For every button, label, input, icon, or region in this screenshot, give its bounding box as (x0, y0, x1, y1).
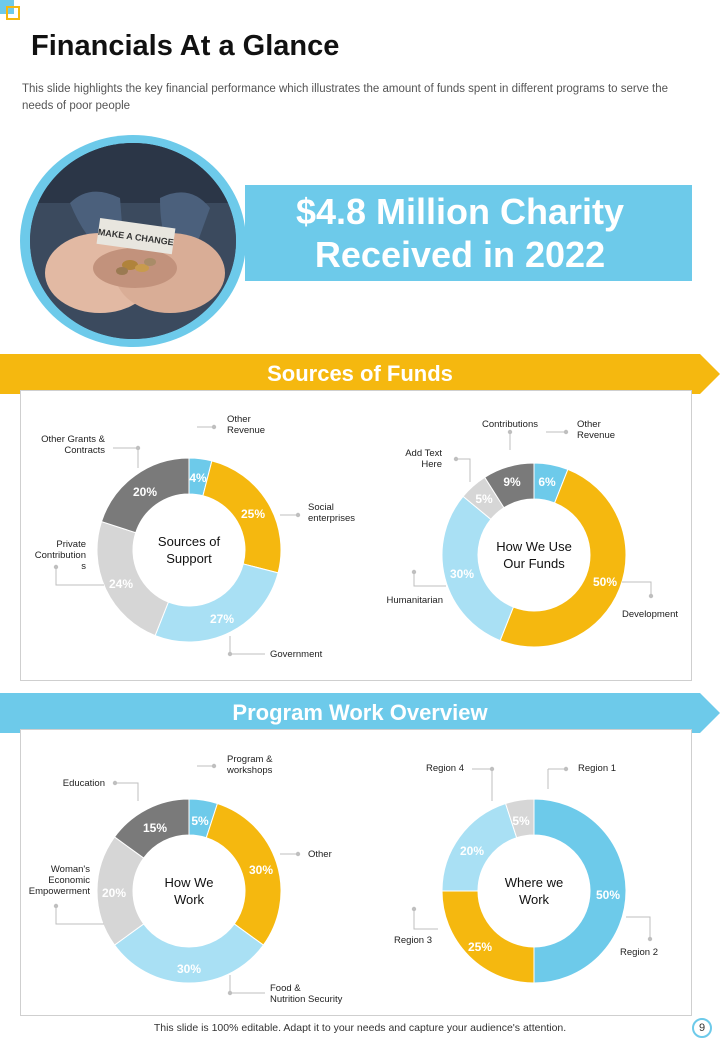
slice-category-label: Development (622, 609, 678, 620)
callout-dot (54, 565, 58, 569)
slice-percent-label: 15% (142, 821, 168, 835)
callout-line (230, 975, 265, 993)
donut-center-label: How We (164, 875, 214, 890)
banner-line-1: $4.8 Million Charity (295, 191, 625, 232)
slice-percent-label: 25% (240, 507, 266, 521)
slice-category-label: Revenue (227, 425, 266, 436)
slice-category-label: Region 3 (393, 935, 432, 946)
slice-category-label: Program & (227, 754, 273, 765)
callout-dot (412, 570, 416, 574)
slice-category-label: Region 1 (578, 763, 617, 774)
donut-where-we-work (360, 729, 720, 1016)
slice-category-label: Revenue (577, 430, 616, 441)
callout-line (113, 448, 138, 468)
donut-sources-of-support (0, 390, 360, 681)
callout-line (56, 567, 104, 585)
slice-category-label: Contracts (64, 445, 105, 456)
corner-accent-outline (6, 6, 20, 20)
hands-illustration (30, 143, 236, 339)
callout-dot (113, 781, 117, 785)
callout-line (414, 909, 438, 929)
slice-percent-label: 20% (132, 485, 158, 499)
callout-line (622, 582, 651, 596)
slice-percent-label: 20% (459, 844, 485, 858)
slice-percent-label: 20% (101, 886, 127, 900)
slice-category-label: Economic (48, 875, 90, 886)
slice-category-label: Other Grants & (41, 434, 105, 445)
donut-center-label: Our Funds (503, 556, 565, 571)
slice-percent-label: 50% (592, 575, 618, 589)
callout-dot (228, 991, 232, 995)
slice-category-label: Region 2 (619, 947, 658, 958)
slice-category-label: Here (421, 459, 442, 470)
slice-category-label: Education (62, 778, 105, 789)
slice-category-label: Region 4 (425, 763, 464, 774)
slice-percent-label: 30% (449, 567, 475, 581)
slice-percent-label: 27% (209, 612, 235, 626)
callout-dot (564, 767, 568, 771)
section-header-program (0, 693, 720, 733)
callout-line (414, 572, 446, 586)
donut-center-label: Sources of (157, 534, 221, 549)
callout-dot (648, 937, 652, 941)
slice-category-label: Woman's (50, 864, 90, 875)
slice-category-label: Social (308, 502, 334, 513)
callout-line (548, 769, 566, 789)
slice-percent-label: 5% (512, 814, 530, 828)
slice-percent-label: 9% (503, 475, 521, 489)
section-title-program: Program Work Overview (232, 700, 488, 725)
slice-category-label: Contributions (482, 419, 538, 430)
slice-percent-label: 6% (538, 475, 556, 489)
callout-line (456, 459, 470, 482)
donut-center-label: Where we (504, 875, 564, 890)
page-subtitle: This slide highlights the key financial performance which illustrates the amount of funds spent in different programs to serve the needs of poor people (22, 83, 669, 112)
charity-banner-text (260, 190, 660, 276)
slice-percent-label: 24% (108, 577, 134, 591)
slice-percent-label: 30% (176, 962, 202, 976)
slice-category-label: Other (227, 414, 251, 425)
callout-dot (649, 594, 653, 598)
slice-category-label: Contribution (34, 550, 86, 561)
donut-center-label: Work (173, 892, 205, 907)
callout-dot (54, 904, 58, 908)
callout-line (115, 783, 138, 801)
callout-dot (508, 430, 512, 434)
slice-category-label: Empowerment (28, 886, 90, 897)
callout-dot (136, 446, 140, 450)
slice-percent-label: 4% (189, 471, 207, 485)
section-title-sources: Sources of Funds (267, 361, 453, 386)
callout-dot (454, 457, 458, 461)
callout-dot (296, 513, 300, 517)
slice-category-label: workshops (227, 765, 273, 776)
slice-category-label: Other (308, 849, 332, 860)
slice-category-label: enterprises (308, 513, 355, 524)
page-title: Financials At a Glance (31, 30, 340, 62)
slice-category-label: s (81, 561, 86, 572)
donut-center-label: How We Use (496, 539, 572, 554)
callout-dot (296, 852, 300, 856)
callout-line (472, 769, 492, 801)
callout-dot (228, 652, 232, 656)
slice-category-label: Humanitarian (386, 595, 443, 606)
slice-percent-label: 5% (475, 492, 493, 506)
slice-percent-label: 5% (191, 814, 209, 828)
slice-category-label: Food & (270, 983, 301, 994)
donut-center-label: Work (518, 892, 550, 907)
page-number: 9 (692, 1018, 712, 1038)
callout-line (56, 906, 104, 924)
donut-slice (155, 564, 278, 642)
callout-dot (564, 430, 568, 434)
footer-note: This slide is 100% editable. Adapt it to your needs and capture your audience's attention. (153, 1022, 567, 1034)
slice-category-label: Other (577, 419, 601, 430)
donut-center-label: Support (166, 551, 212, 566)
donut-how-we-use-funds (360, 390, 720, 681)
slice-percent-label: 50% (595, 888, 621, 902)
slice-category-label: Private (56, 539, 86, 550)
section-header-sources (0, 354, 720, 394)
slice-category-label: Nutrition Security (270, 994, 343, 1005)
callout-line (626, 917, 650, 939)
donut-how-we-work (0, 729, 360, 1016)
callout-dot (212, 425, 216, 429)
slice-category-label: Add Text (405, 448, 442, 459)
banner-line-2: Received in 2022 (314, 234, 606, 275)
slice-percent-label: 30% (248, 863, 274, 877)
callout-dot (490, 767, 494, 771)
hands-photo (30, 143, 236, 339)
photo-caption: MAKE A CHANGE (97, 226, 175, 248)
callout-dot (212, 764, 216, 768)
slice-category-label: Government (270, 649, 323, 660)
callout-line (230, 636, 265, 654)
slice-percent-label: 25% (467, 940, 493, 954)
callout-dot (412, 907, 416, 911)
